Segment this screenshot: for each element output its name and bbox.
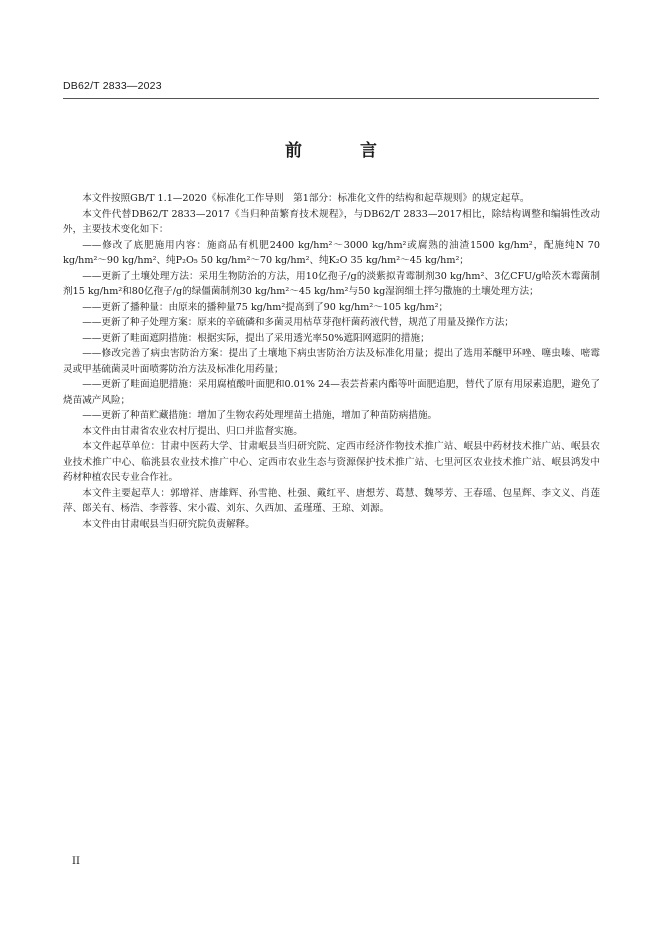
change-item-seed-treatment: ——更新了种子处理方案：原来的辛硫磷和多菌灵用枯草芽孢杆菌药液代替，规范了用量及操作方法；	[82, 317, 514, 328]
document-code: DB62/T 2833—2023	[63, 80, 162, 92]
paragraph-replacement: 本文件代替DB62/T 2833—2017《当归种苗繁育技术规程》，与DB62/T 2833—2017相比，除结构调整和编辑性改动外，主要技术变化如下：	[63, 208, 600, 235]
paragraph-interpretation: 本文件由甘肃岷县当归研究院负责解释。	[82, 518, 255, 530]
page-number: II	[72, 856, 80, 867]
paragraph-drafting-rules: 本文件按照GB/T 1.1—2020《标准化工作导则 第1部分：标准化文件的结构和起草规则》的规定起草。	[82, 193, 530, 204]
change-item-storage: ——更新了种苗贮藏措施：增加了生物农药处理埋苗土措施，增加了种苗防病措施。	[82, 410, 438, 421]
change-item-shading: ——更新了畦面遮阴措施：根据实际，提出了采用透光率50%遮阳网遮阴的措施；	[82, 332, 430, 344]
header-rule	[63, 98, 599, 99]
change-item-topdressing: ——更新了畦面追肥措施：采用腐植酸叶面肥和0.01% 24—表芸苔素内酯等叶面肥追肥，替代了原有用尿素追肥，避免了烧苗减产风险；	[63, 379, 600, 406]
paragraph-proposer: 本文件由甘肃省农业农村厅提出、归口并监督实施。	[82, 425, 303, 437]
foreword-body	[63, 191, 600, 532]
change-item-seeding-rate: ——更新了播种量：由原来的播种量75 kg/hm²提高到了90 kg/hm²～105 kg/hm²；	[82, 301, 449, 313]
paragraph-drafting-units: 本文件起草单位：甘肃中医药大学、甘肃岷县当归研究院、定西市经济作物技术推广站、岷县中药材技术推广站、岷县农业技术推广中心、临洮县农业技术推广中心、定西市农业生态与资源保护技术推广站、七里河区农业技术推广站、岷县鸿发中药材种植农民专业合作社。	[63, 441, 600, 483]
change-item-pest-control: ——修改完善了病虫害防治方案：提出了土壤地下病虫害防治方法及标准化用量；提出了选用苯醚甲环唑、噻虫嗪、嘧霉灵或甲基硫菌灵叶面喷雾防治方法及标准化用药量；	[63, 348, 600, 375]
change-item-soil-treatment: ——更新了土壤处理方法：采用生物防治的方法，用10亿孢子/g的淡紫拟青霉制剂30 kg/hm²、3亿CFU/g哈茨木霉菌制剂15 kg/hm²和80亿孢子/g的绿僵菌制剂30 kg/hm²～45 kg/hm²与50 kg湿润细土拌匀撒施的土壤处理方法；	[63, 270, 600, 297]
paragraph-drafters: 本文件主要起草人：郭增祥、唐雄辉、孙雪艳、杜强、戴红平、唐想芳、葛慧、魏琴芳、王春瑶、包星辉、李文义、肖莲萍、郎关有、杨浩、李蓉蓉、宋小霞、刘东、久西加、孟瑾瑾、王琼、刘源。	[63, 487, 600, 514]
page-title: 前 言	[285, 141, 403, 161]
change-item-base-fertilizer: ——修改了底肥施用内容：施商品有机肥2400 kg/hm²～3000 kg/hm²或腐熟的油渣1500 kg/hm²，配施纯N 70 kg/hm²～90 kg/hm²、纯P₂O₅ 50 kg/hm²～70 kg/hm²、纯K₂O 35 kg/hm²～45 kg/hm²；	[63, 239, 600, 266]
